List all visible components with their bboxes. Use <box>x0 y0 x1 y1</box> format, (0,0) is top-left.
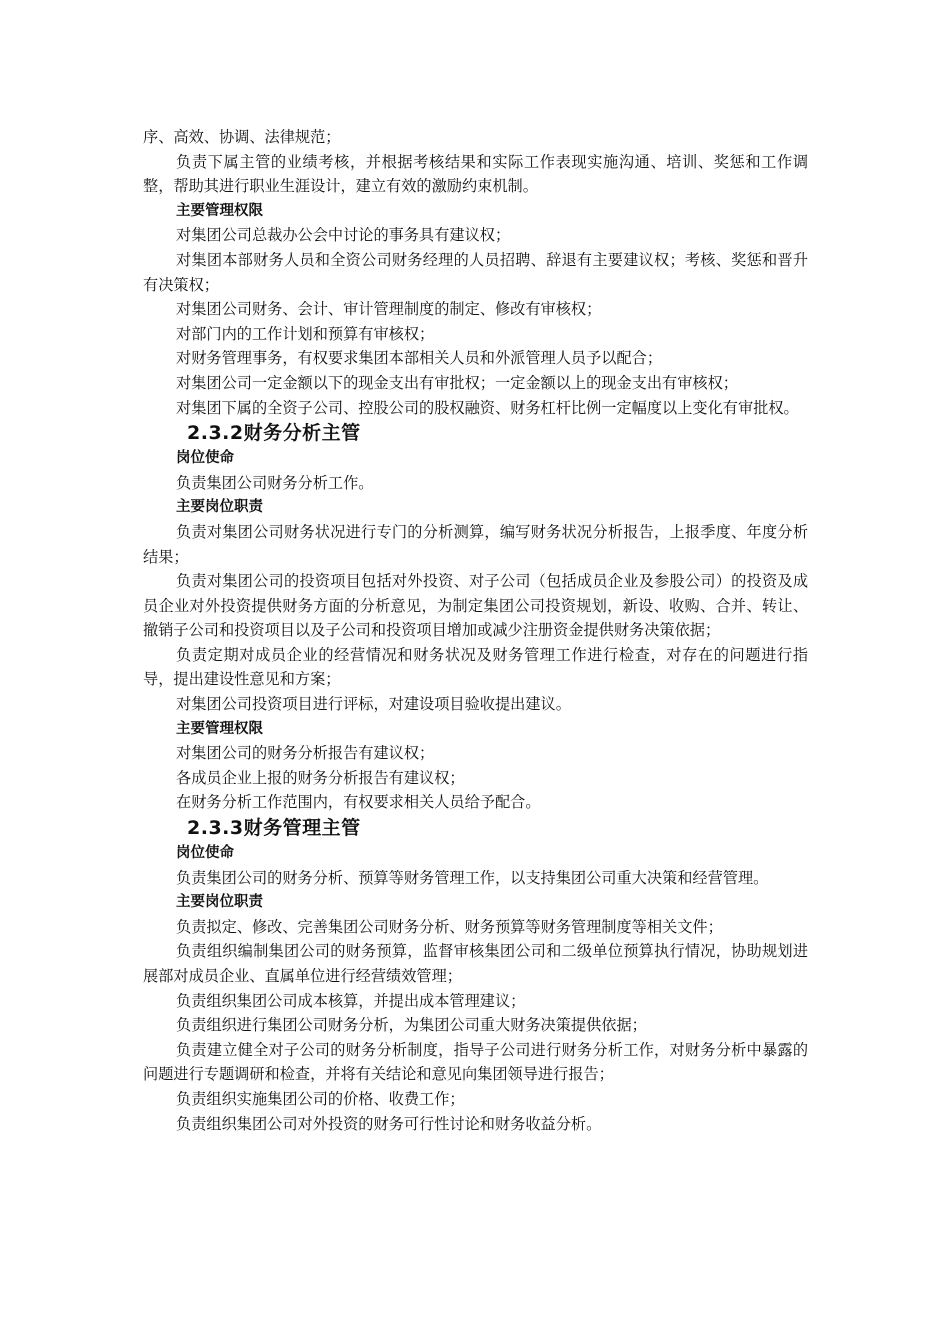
paragraph: 负责组织实施集团公司的价格、收费工作； <box>176 1089 465 1108</box>
section-heading: 2.3.3财务管理主管 <box>187 817 361 840</box>
paragraph: 负责组织进行集团公司财务分析，为集团公司重大财务决策提供依据； <box>176 1016 647 1035</box>
paragraph: 对财务管理事务，有权要求集团本部相关人员和外派管理人员予以配合； <box>176 349 662 368</box>
paragraph: 对集团本部财务人员和全资公司财务经理的人员招聘、辞退有主要建议权；考核、奖惩和晋升有决策权； <box>143 250 808 294</box>
subsection-label: 主要岗位职责 <box>176 894 263 911</box>
subsection-label: 岗位使命 <box>176 845 234 862</box>
paragraph: 各成员企业上报的财务分析报告有建议权； <box>176 768 465 787</box>
paragraph: 负责对集团公司财务状况进行专门的分析测算，编写财务状况分析报告，上报季度、年度分析结果； <box>143 522 808 566</box>
paragraph: 负责集团公司的财务分析、预算等财务管理工作，以支持集团公司重大决策和经营管理。 <box>176 868 769 887</box>
subsection-label: 主要管理权限 <box>176 720 263 737</box>
paragraph: 负责拟定、修改、完善集团公司财务分析、财务预算等财务管理制度等相关文件； <box>176 917 723 936</box>
paragraph: 负责集团公司财务分析工作。 <box>176 473 374 492</box>
subsection-label: 主要岗位职责 <box>176 499 263 516</box>
subsection-label: 岗位使命 <box>176 450 234 467</box>
paragraph: 对集团公司投资项目进行评标，对建设项目验收提出建议。 <box>176 695 571 714</box>
paragraph: 负责组织集团公司对外投资的财务可行性讨论和财务收益分析。 <box>176 1114 602 1133</box>
paragraph: 负责定期对成员企业的经营情况和财务状况及财务管理工作进行检查，对存在的问题进行指导，提出建设性意见和方案； <box>143 645 808 689</box>
paragraph: 负责建立健全对子公司的财务分析制度，指导子公司进行财务分析工作，对财务分析中暴露的问题进行专题调研和检查，并将有关结论和意见向集团领导进行报告； <box>143 1040 808 1084</box>
paragraph: 在财务分析工作范围内，有权要求相关人员给予配合。 <box>176 793 541 812</box>
paragraph: 对集团公司总裁办公会中讨论的事务具有建议权； <box>176 226 511 245</box>
paragraph: 负责对集团公司的投资项目包括对外投资、对子公司（包括成员企业及参股公司）的投资及成员企业对外投资提供财务方面的分析意见，为制定集团公司投资规划，新设、收购、合并、转让、撤销子公司和投资项目以及子公司和投资项目增加或减少注册资金提供财务决策依据； <box>143 572 808 640</box>
subsection-label: 主要管理权限 <box>176 202 263 219</box>
paragraph: 负责组织集团公司成本核算，并提出成本管理建议； <box>176 991 526 1010</box>
paragraph: 对集团公司的财务分析报告有建议权； <box>176 744 435 763</box>
paragraph: 对部门内的工作计划和预算有审核权； <box>176 324 435 343</box>
paragraph: 对集团下属的全资子公司、控股公司的股权融资、财务杠杆比例一定幅度以上变化有审批权。 <box>176 398 799 417</box>
paragraph: 负责组织编制集团公司的财务预算，监督审核集团公司和二级单位预算执行情况，协助规划进展部对成员企业、直属单位进行经营绩效管理； <box>143 942 808 985</box>
paragraph: 负责下属主管的业绩考核，并根据考核结果和实际工作表现实施沟通、培训、奖惩和工作调整，帮助其进行职业生涯设计，建立有效的激励约束机制。 <box>143 152 808 196</box>
section-heading: 2.3.2财务分析主管 <box>187 422 361 445</box>
document-body <box>143 125 808 1136</box>
paragraph: 对集团公司一定金额以下的现金支出有审批权；一定金额以上的现金支出有审核权； <box>176 373 738 392</box>
paragraph: 对集团公司财务、会计、审计管理制度的制定、修改有审核权； <box>176 300 602 319</box>
paragraph: 序、高效、协调、法律规范； <box>143 128 341 146</box>
